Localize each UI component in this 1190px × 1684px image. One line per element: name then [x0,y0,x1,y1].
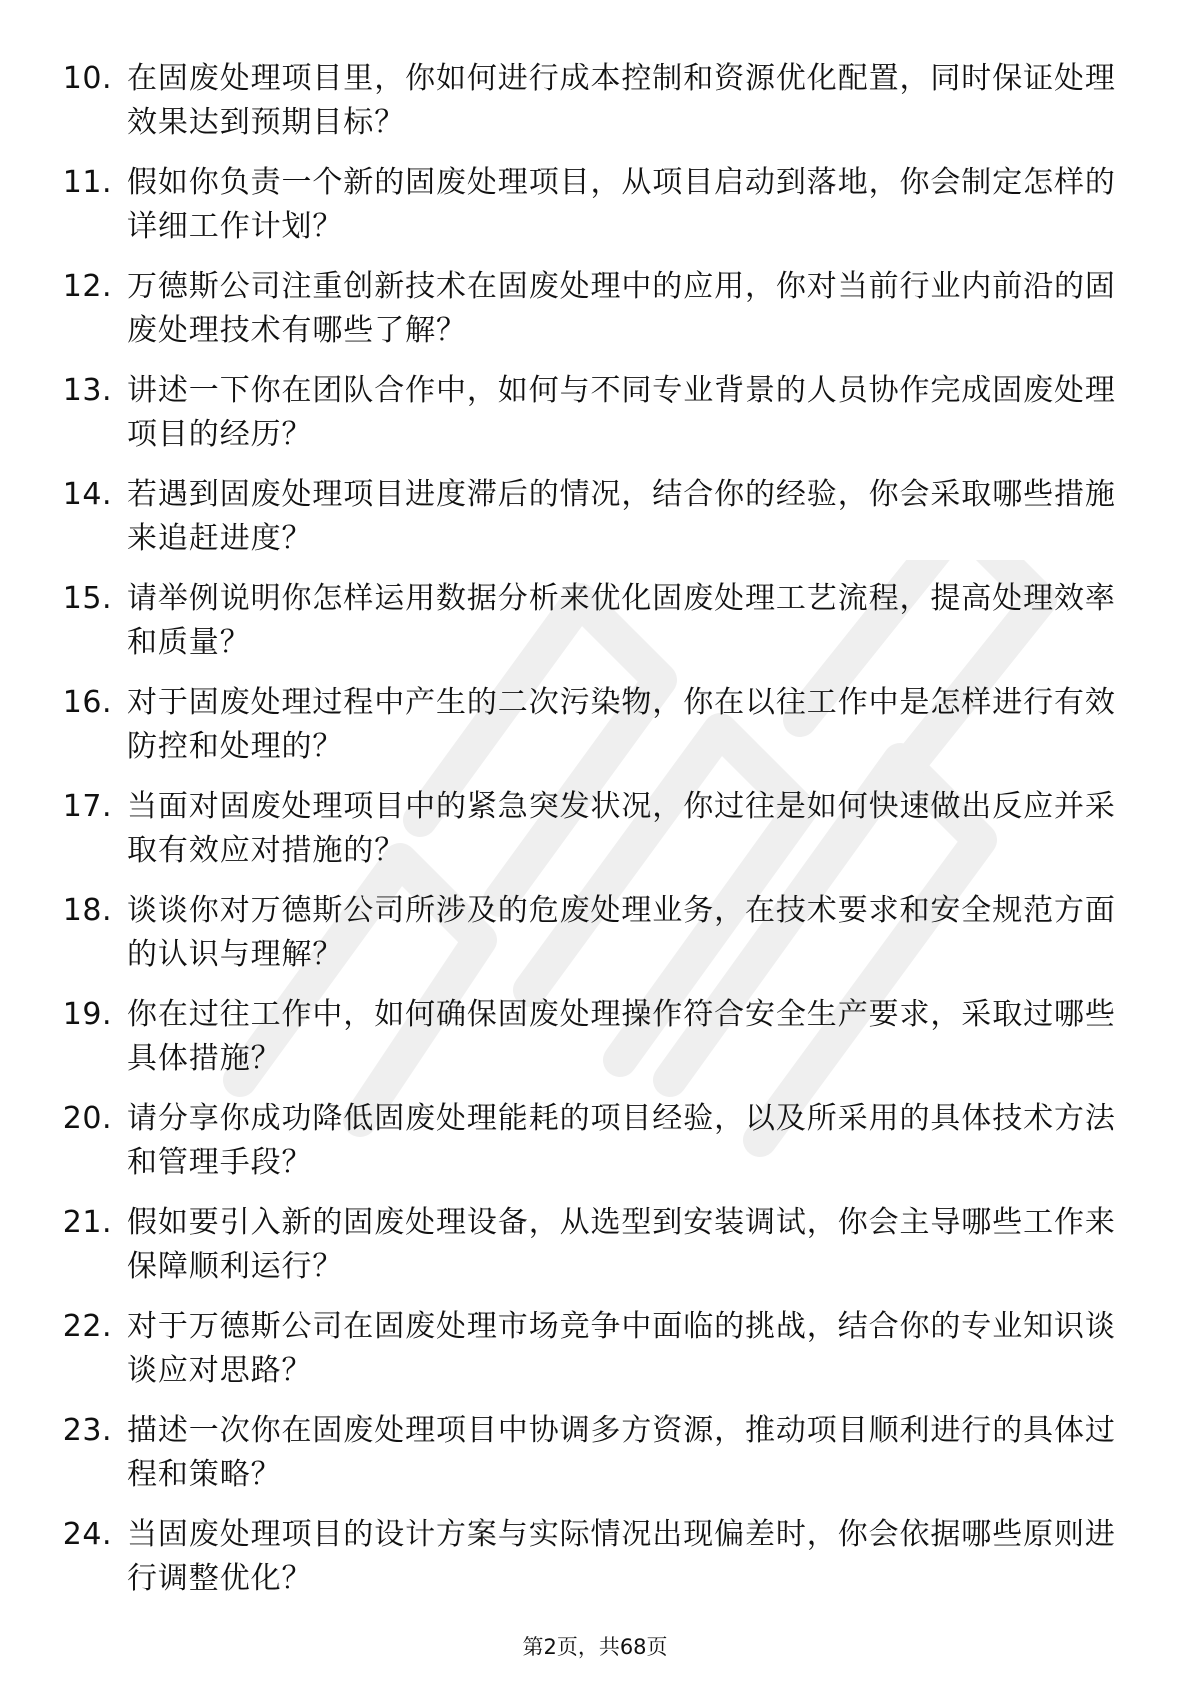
question-item [0,1088,1190,1192]
question-text: 对于万德斯公司在固废处理市场竞争中面临的挑战，结合你的专业知识谈谈应对思路？ [127,1309,1116,1388]
question-number: 22. [62,1309,112,1344]
question-item [0,360,1190,464]
question-text: 若遇到固废处理项目进度滞后的情况，结合你的经验，你会采取哪些措施来追赶进度？ [127,477,1116,556]
question-number: 16. [62,685,112,720]
question-text: 请分享你成功降低固废处理能耗的项目经验，以及所采用的具体技术方法和管理手段？ [127,1101,1116,1180]
question-text: 假如要引入新的固废处理设备，从选型到安装调试，你会主导哪些工作来保障顺利运行？ [127,1205,1116,1284]
question-number: 12. [62,269,112,304]
question-item [0,48,1190,152]
question-item [0,152,1190,256]
question-item [0,1296,1190,1400]
question-item [0,568,1190,672]
question-text: 描述一次你在固废处理项目中协调多方资源，推动项目顺利进行的具体过程和策略？ [127,1413,1116,1492]
question-item [0,1400,1190,1504]
question-number: 15. [62,581,112,616]
question-list [0,48,1190,1608]
question-text: 当固废处理项目的设计方案与实际情况出现偏差时，你会依据哪些原则进行调整优化？ [127,1517,1116,1596]
question-number: 11. [62,165,112,200]
question-number: 23. [62,1413,112,1448]
question-item [0,1192,1190,1296]
question-number: 17. [62,789,112,824]
question-number: 13. [62,373,112,408]
question-item [0,672,1190,776]
question-text: 请举例说明你怎样运用数据分析来优化固废处理工艺流程，提高处理效率和质量？ [127,581,1116,660]
question-text: 谈谈你对万德斯公司所涉及的危废处理业务，在技术要求和安全规范方面的认识与理解？ [127,893,1116,972]
question-item [0,776,1190,880]
page-number-footer: 第2页，共68页 [522,1635,668,1659]
question-number: 14. [62,477,112,512]
question-item [0,256,1190,360]
question-item [0,880,1190,984]
question-text: 讲述一下你在团队合作中，如何与不同专业背景的人员协作完成固废处理项目的经历？ [127,373,1116,452]
question-item [0,1504,1190,1608]
question-number: 19. [62,997,112,1032]
question-text: 你在过往工作中，如何确保固废处理操作符合安全生产要求，采取过哪些具体措施？ [127,997,1116,1076]
question-item [0,464,1190,568]
question-number: 10. [62,61,112,96]
question-text: 假如你负责一个新的固废处理项目，从项目启动到落地，你会制定怎样的详细工作计划？ [127,165,1116,244]
question-number: 20. [62,1101,112,1136]
question-item [0,984,1190,1088]
question-text: 当面对固废处理项目中的紧急突发状况，你过往是如何快速做出反应并采取有效应对措施的？ [127,789,1116,868]
question-number: 24. [62,1517,112,1552]
question-text: 万德斯公司注重创新技术在固废处理中的应用，你对当前行业内前沿的固废处理技术有哪些了解？ [127,269,1116,348]
question-text: 在固废处理项目里，你如何进行成本控制和资源优化配置，同时保证处理效果达到预期目标？ [127,61,1116,140]
question-number: 21. [62,1205,112,1240]
question-number: 18. [62,893,112,928]
question-text: 对于固废处理过程中产生的二次污染物，你在以往工作中是怎样进行有效防控和处理的？ [127,685,1116,764]
